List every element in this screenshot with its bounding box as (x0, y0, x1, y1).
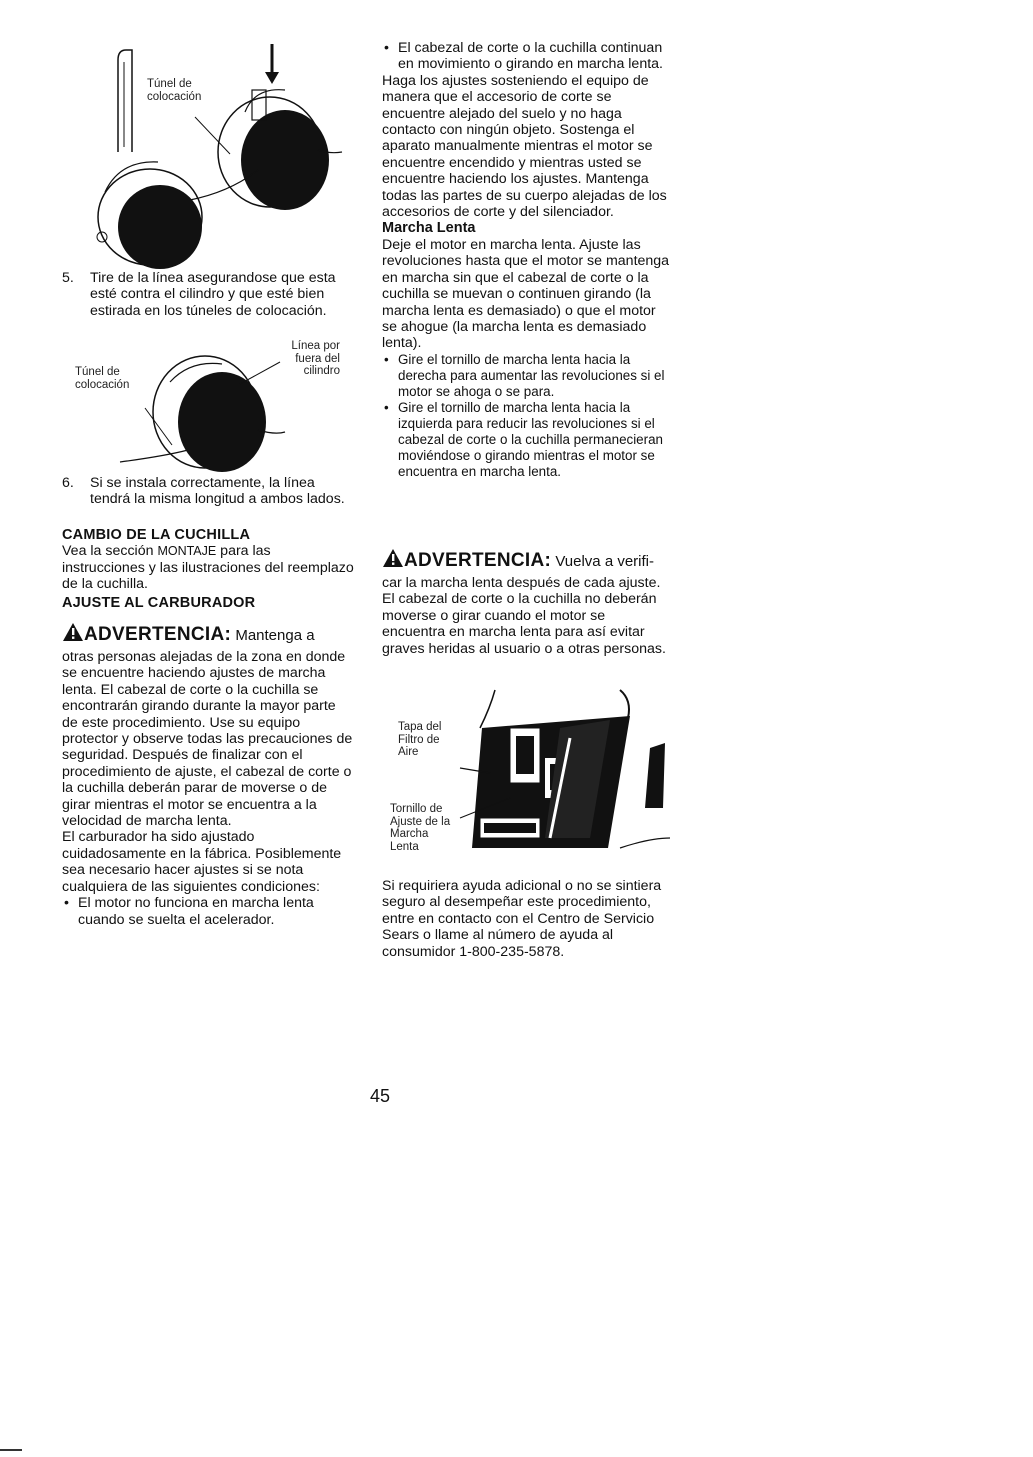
carb-heading: AJUSTE AL CARBURADOR (62, 594, 256, 611)
idle-heading: Marcha Lenta (382, 220, 476, 237)
warning-icon (62, 622, 84, 649)
idle-bullet: • Gire el tornillo de marcha lenta hacia la derecha para aumentar las revoluciones si el motor se ahoga o se para. (382, 352, 672, 400)
warning-title: ADVERTENCIA: (404, 550, 552, 571)
adjust-paragraph: Haga los ajustes sosteniendo el equipo de manera que el accesorio de corte se encuentre alejado del suelo y no haga contacto con ningún objeto. Sostenga el aparato manualmente mientras el motor se encuentre encendido y mientras usted se encuentre haciendo los ajustes. Mantenga todas las partes de su cuerpo alejadas de los accesorios de corte y del silenciador. (382, 72, 667, 221)
carb-paragraph: El carburador ha sido ajustado cuidadosamente en la fábrica. Posiblemente sea necesario hacer ajustes si se nota cualquiera de las siguientes condiciones: (62, 829, 342, 895)
figure2-label-line: Línea por fuera del cilindro (291, 340, 340, 377)
condition-item: • El motor no funciona en marcha lenta cuando se suelta el acelerador. (62, 895, 354, 928)
step-5 (62, 270, 352, 319)
warning-lead: Vuelva a verifi- (551, 553, 654, 570)
figure1-label: Túnel de colocación (147, 78, 202, 103)
idle-paragraph: Deje el motor en marcha lenta. Ajuste las revoluciones hasta que el motor se mantenga en marcha sin que el cabezal de corte o la cuchilla se muevan o continuen girando (la marcha lenta es demasiado) o que el motor se ahogue (la marcha lenta es demasiado lenta). (382, 236, 670, 352)
step-text: Tire de la línea asegurandose que esta esté contra el cilindro y que esté bien estirada en los túneles de colocación. (90, 270, 336, 319)
help-paragraph: Si requiriera ayuda adicional o no se sintiera seguro al desempeñar este procedimiento, entre en contacto con el Centro de Servicio Sears o llame al número de ayuda al consumidor 1-800-235-5878. (382, 878, 662, 960)
step-6 (62, 475, 352, 508)
step-text: Si se instala correctamente, la línea tendrá la misma longitud a ambos lados. (90, 475, 345, 508)
step-number: 6. (62, 475, 74, 491)
blade-paragraph: Vea la sección MONTAJE para las instrucciones y las ilustraciones del reemplazo de la cuchilla. (62, 543, 354, 593)
warning-lead: Mantenga a (231, 627, 315, 644)
warning-icon (382, 548, 404, 575)
warning-text: car la marcha lenta después de cada ajuste. El cabezal de corte o la cuchilla no deberán moverse o girar cuando el motor se encuentra en marcha lenta para así evitar graves heridas al usuario o a otras personas. (382, 575, 666, 657)
idle-bullet: • Gire el tornillo de marcha lenta hacia la izquierda para reducir las revoluciones si el cabezal de corte o la cuchilla permanecieran moviéndose o girando mientras el motor se encuentra en marcha lenta. (382, 400, 672, 480)
warning-text: otras personas alejadas de la zona en donde se encuentre haciendo ajustes de marcha lenta. El cabezal de corte o la cuchilla se encontrarán girando durante la mayor parte de este procedimiento. Use su equipo protector y observe todas las precauciones de seguridad. Después de finalizar con el procedimiento de ajuste, el cabezal de corte o la cuchilla deberán parar de moverse o de girar mientras el motor se encuentra a la velocidad de marcha lenta. (62, 649, 353, 830)
figure3-label-air-filter: Tapa del Filtro de Aire (398, 721, 442, 758)
carburador-figure (450, 688, 675, 863)
step-number: 5. (62, 270, 74, 286)
condition-item: • El cabezal de corte o la cuchilla continuan en movimiento o girando en marcha lenta. (382, 40, 672, 73)
idle-warning (382, 548, 672, 657)
figure2-label-tunnel: Túnel de colocación (75, 366, 130, 391)
corner-mark (0, 1449, 22, 1451)
carb-warning (62, 622, 354, 928)
warning-title: ADVERTENCIA: (84, 624, 232, 645)
figure3-label-idle-screw: Tornillo de Ajuste de la Marcha Lenta (390, 803, 451, 853)
page-number: 45 (370, 1086, 391, 1106)
blade-heading: CAMBIO DE LA CUCHILLA (62, 527, 251, 543)
